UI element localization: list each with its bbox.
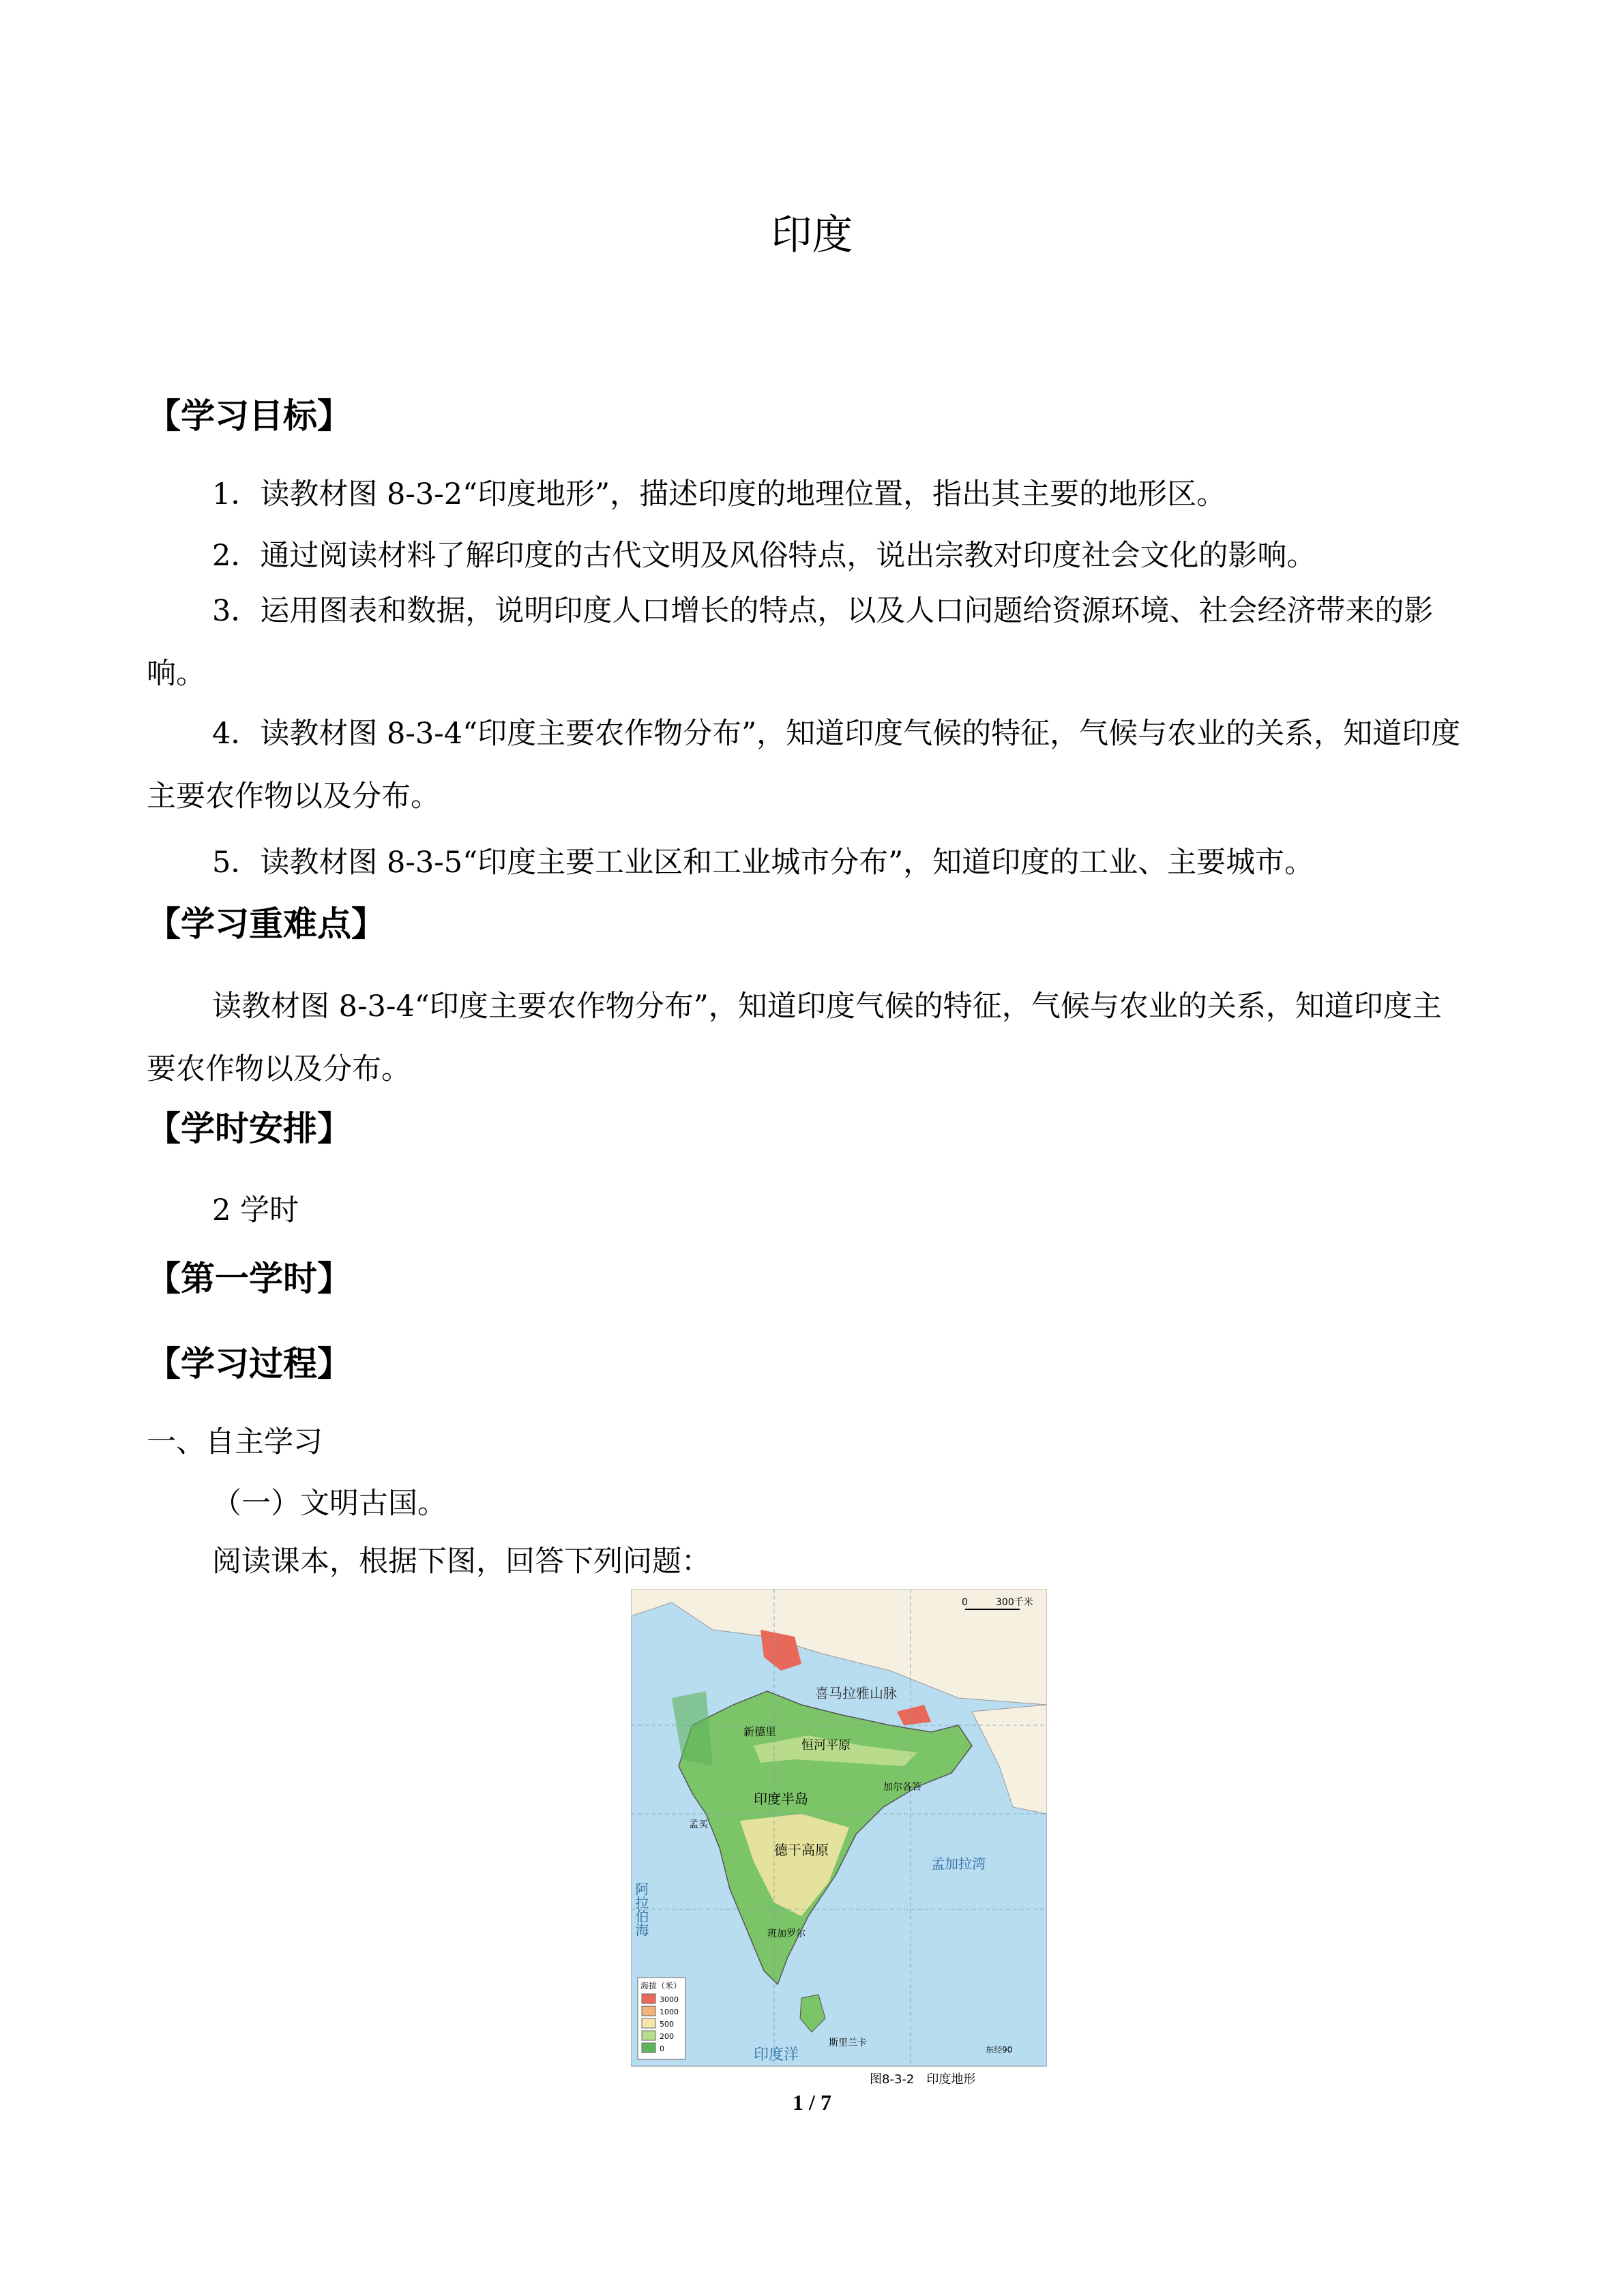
key-heading: 【学习重难点】 (147, 904, 385, 944)
map-legend-swatch (642, 2018, 655, 2028)
map-legend-swatch (642, 2043, 655, 2053)
map-label-plateau: 德干高原 (774, 1842, 829, 1858)
map-label-peninsula: 印度半岛 (754, 1791, 808, 1807)
map-label-island: 斯里兰卡 (829, 2038, 867, 2048)
map-legend-value: 1000 (660, 2008, 679, 2016)
map-legend-value: 0 (660, 2044, 664, 2053)
period-heading: 【第一学时】 (147, 1259, 351, 1298)
map-legend-value: 3000 (660, 1995, 679, 2004)
india-terrain-map (631, 1589, 1047, 2093)
process-heading: 【学习过程】 (147, 1344, 351, 1384)
map-label-meridian: 东经90 (986, 2045, 1013, 2055)
map-label-capital: 新德里 (743, 1725, 777, 1738)
map-label-river: 恒河平原 (801, 1738, 851, 1753)
map-label-sea: 阿拉伯海 (633, 1882, 649, 1937)
map-legend-swatch (642, 1994, 655, 2003)
map-legend-swatch (642, 2006, 655, 2016)
goals-heading: 【学习目标】 (147, 396, 351, 436)
figure-caption: 图8-3-2 印度地形 (870, 2072, 976, 2087)
map-legend-value: 200 (660, 2032, 674, 2041)
map-label-ocean: 印度洋 (754, 2046, 799, 2063)
sub-one-label: （一）文明古国。 (212, 1487, 447, 1521)
map-legend-swatch (642, 2031, 655, 2040)
goal-item-5: 5．读教材图 8-3-5“印度主要工业区和工业城市分布”，知道印度的工业、主要城市。 (212, 846, 1314, 880)
instruction-text: 阅读课本，根据下图，回答下列问题： (212, 1545, 711, 1579)
map-label-bay: 孟加拉湾 (931, 1855, 986, 1872)
map-scale-label: 300千米 (996, 1597, 1033, 1608)
key-text: 读教材图 8-3-4“印度主要农作物分布”，知道印度气候的特征，气候与农业的关系，知道印度主要农作物以及分布。 (147, 989, 1442, 1086)
page-title: 印度 (771, 211, 853, 259)
goal-item-3: 3．运用图表和数据，说明印度人口增长的特点，以及人口问题给资源环境、社会经济带来的影响。 (147, 594, 1434, 691)
map-label-city3: 班加罗尔 (767, 1928, 806, 1939)
map-scale-zero: 0 (962, 1597, 968, 1608)
schedule-heading: 【学时安排】 (147, 1109, 351, 1148)
map-label-city2: 孟买 (689, 1819, 708, 1830)
map-label-range: 喜马拉雅山脉 (815, 1685, 897, 1701)
map-legend-title: 海拔（米） (640, 1981, 682, 1991)
goal-item-2: 2．通过阅读材料了解印度的古代文明及风俗特点，说出宗教对印度社会文化的影响。 (212, 539, 1316, 573)
goal-item-1: 1．读教材图 8-3-2“印度地形”，描述印度的地理位置，指出其主要的地形区。 (212, 477, 1226, 511)
page-number: 1 / 7 (793, 2090, 831, 2115)
schedule-text: 2 学时 (212, 1193, 299, 1227)
part-one-label: 一、自主学习 (147, 1425, 323, 1459)
map-legend-value: 500 (660, 2020, 674, 2029)
goal-item-4: 4．读教材图 8-3-4“印度主要农作物分布”，知道印度气候的特征，气候与农业的关系，知道印度主要农作物以及分布。 (147, 717, 1461, 814)
map-label-city1: 加尔各答 (883, 1782, 921, 1793)
